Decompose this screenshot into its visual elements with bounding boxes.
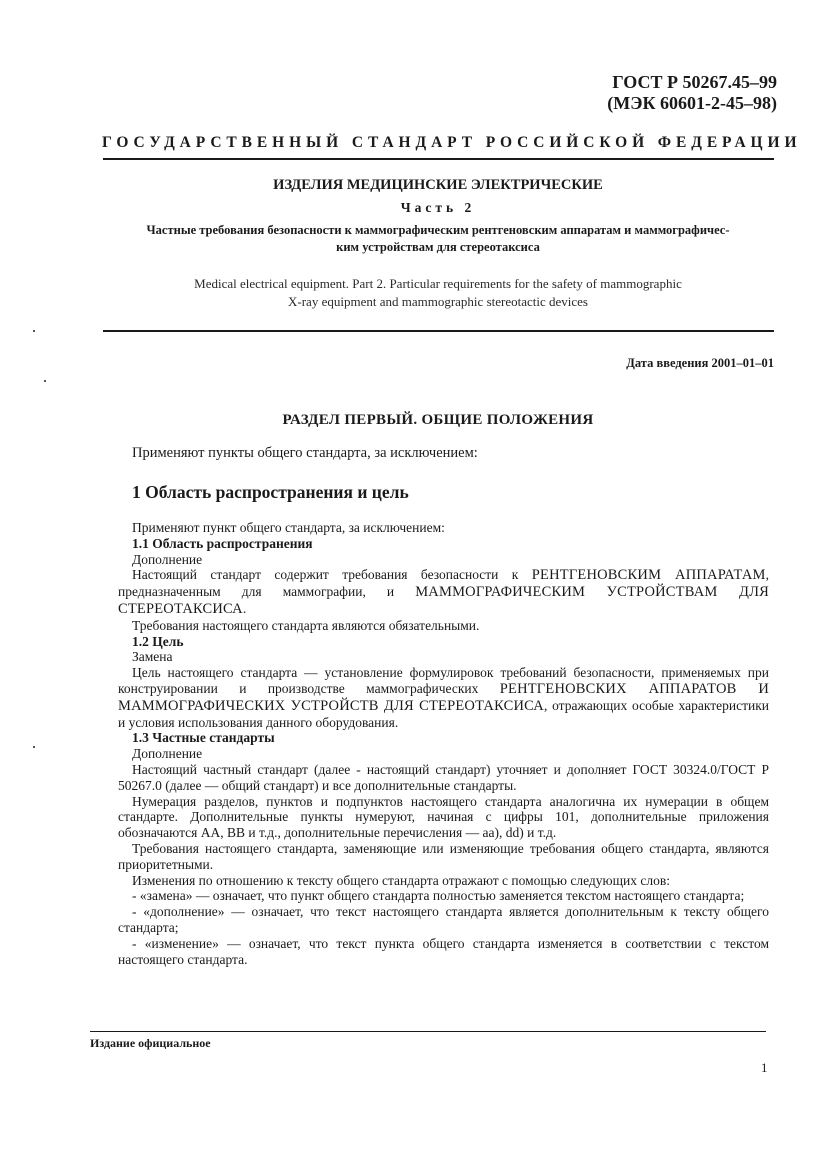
english-title-line-2: X-ray equipment and mammographic stereotactic devices [288, 294, 588, 309]
english-title [102, 275, 774, 311]
iec-code: (МЭК 60601-2-45–98) [607, 93, 777, 113]
addition-label: Дополнение [132, 746, 203, 762]
scan-speck [44, 380, 46, 382]
english-title-line-1: Medical electrical equipment. Part 2. Particular requirements for the safety of mammographic [194, 276, 682, 291]
product-title: ИЗДЕЛИЯ МЕДИЦИНСКИЕ ЭЛЕКТРИЧЕСКИЕ [273, 177, 603, 193]
list-item: - «замена» — означает, что пункт общего стандарта полностью заменяется текстом настоящего стандарта; [132, 888, 745, 904]
page-number: 1 [761, 1060, 768, 1075]
list-item: - «изменение» — означает, что текст пункта общего стандарта изменяется в соответствии с текстом настоящего стандарта. [118, 935, 769, 967]
gost-code: ГОСТ Р 50267.45–99 [612, 72, 777, 92]
paragraph: Требования настоящего стандарта являются обязательными. [132, 617, 480, 633]
paragraph: Требования настоящего стандарта, заменяющие или изменяющие требования общего стандарта, являются приоритетными. [118, 840, 769, 872]
paragraph-scope: Настоящий стандарт содержит требования безопасности к РЕНТГЕНОВСКИМ АППАРАТАМ, предназначенным для маммографии, и МАММОГРАФИЧЕСКИМ УСТРОЙСТВАМ ДЛЯ СТЕРЕОТАКСИСА. [118, 567, 769, 617]
scan-speck [33, 746, 35, 748]
part-number: Часть 2 [400, 200, 476, 215]
particular-title-line-1: Частные требования безопасности к маммографическим рентгеновским аппаратам и маммографичес- [146, 223, 730, 237]
body-text [118, 520, 769, 967]
replacement-label: Замена [132, 649, 173, 665]
clause-title: 1 Область распространения и цель [132, 482, 409, 502]
list-item: - «дополнение» — означает, что текст настоящего стандарта является дополнительным к тексту общего стандарта; [118, 904, 769, 935]
paragraph: Настоящий частный стандарт (далее - настоящий стандарт) уточняет и дополняет ГОСТ 30324.0/ГОСТ Р 50267.0 (далее — общий стандарт) и все дополнительные стандарты. [118, 761, 769, 793]
section-title: РАЗДЕЛ ПЕРВЫЙ. ОБЩИЕ ПОЛОЖЕНИЯ [282, 412, 594, 428]
paragraph-aim: Цель настоящего стандарта — установление формулировок требований безопасности, применяемых при конструировании и производстве маммографических РЕНТГЕНОВСКИХ АППАРАТОВ И МАММОГРАФИЧЕСКИХ УСТРОЙСТВ ДЛЯ СТЕРЕОТАКСИСА, отражающих особые характеристики и условия использования данного оборудования. [118, 665, 769, 730]
state-standard-heading: ГОСУДАРСТВЕННЫЙ СТАНДАРТ РОССИЙСКОЙ ФЕДЕРАЦИИ [102, 134, 802, 151]
paragraph: Изменения по отношению к тексту общего стандарта отражают с помощью следующих слов: [132, 872, 670, 888]
edition-label: Издание официальное [90, 1036, 211, 1050]
footer-rule [90, 1031, 766, 1032]
document-designation [607, 72, 777, 114]
scan-speck [33, 330, 35, 332]
subclause-heading-1-1: 1.1 Область распространения [132, 535, 313, 551]
addition-label: Дополнение [132, 551, 203, 567]
paragraph: Применяют пункт общего стандарта, за исключением: [132, 520, 445, 535]
header-rule [103, 158, 774, 160]
subclause-heading-1-3: 1.3 Частные стандарты [132, 730, 275, 746]
particular-title-line-2: ким устройствам для стереотаксиса [336, 240, 540, 254]
paragraph: Нумерация разделов, пунктов и подпунктов настоящего стандарта аналогична их нумерации в общем стандарте. Дополнительные пункты нумеруют, начиная с цифры 101, дополнительные приложения обозначаются АА, ВВ и т.д., дополнительные перечисления — аа), dd) и т.д. [118, 793, 769, 841]
title-rule [103, 330, 774, 332]
particular-requirements-title [102, 222, 774, 256]
subclause-heading-1-2: 1.2 Цель [132, 633, 184, 649]
introduction-date: Дата введения 2001–01–01 [626, 356, 774, 370]
apply-general-note: Применяют пункты общего стандарта, за исключением: [132, 445, 478, 461]
